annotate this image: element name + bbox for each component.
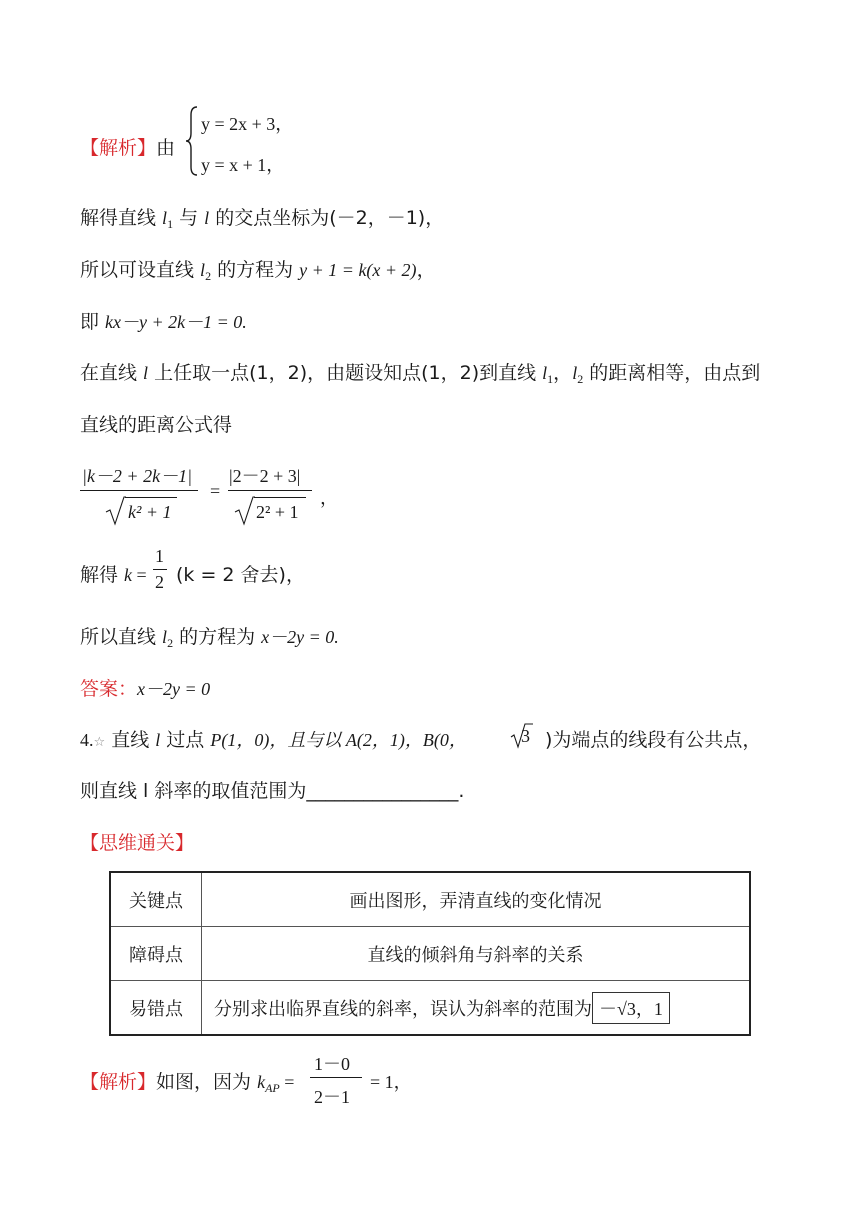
you-text: 由	[156, 137, 176, 159]
dist-den-right: 2² + 1	[256, 502, 299, 522]
answer-line: 答案：x－2y = 0	[80, 678, 211, 700]
sqrt3-value: 3	[521, 726, 530, 746]
table-key: 障碍点	[110, 927, 202, 981]
last-line-suffix: = 1，	[370, 1072, 412, 1092]
sqrt-left-icon	[104, 496, 126, 526]
table-key: 易错点	[110, 981, 202, 1036]
jiexi-label: 【解析】	[80, 137, 157, 159]
dist-tail: ，	[320, 488, 338, 508]
table-value: 直线的倾斜角与斜率的关系	[202, 927, 751, 981]
last-line-prefix: 【解析】如图，因为 $k_{AP}$ =	[80, 1071, 295, 1095]
siwei-label: 【思维通关】	[80, 832, 195, 854]
line-l2-equation: 所以可设直线 $l_2$ 的方程为 y + 1 = k(x + 2)，	[80, 259, 436, 283]
question-4-line2: 则直线 l 斜率的取值范围为________________.	[80, 780, 465, 802]
left-brace-icon	[183, 105, 201, 177]
table-row	[110, 981, 750, 1036]
dist-num-left: |k－2 + 2k－1|	[82, 466, 193, 486]
solve-k-suffix: (k = 2 舍去)，	[176, 564, 305, 586]
half-den: 2	[155, 572, 164, 592]
key-points-table	[109, 871, 751, 1036]
kap-den: 2－1	[314, 1087, 350, 1107]
table-key: 关键点	[110, 872, 202, 927]
star-icon: ☆	[93, 735, 106, 750]
frac-bar-right	[228, 490, 312, 491]
kap-num: 1－0	[314, 1054, 350, 1074]
system-eq2: y = x + 1，	[201, 155, 285, 175]
answer-blank[interactable]: ________________	[306, 780, 459, 802]
table-row	[110, 872, 750, 927]
dist-num-right: |2－2 + 3|	[229, 466, 301, 486]
system-eq1: y = 2x + 3，	[201, 114, 294, 134]
half-num: 1	[155, 546, 164, 566]
line-general-form: 即 kx－y + 2k－1 = 0.	[80, 311, 247, 333]
table-value: 画出图形，弄清直线的变化情况	[202, 872, 751, 927]
sqrt-right-icon	[233, 496, 255, 526]
dist-equals: =	[210, 481, 221, 501]
line-formula-intro: 直线的距离公式得	[80, 414, 233, 436]
question-4-tail: )为端点的线段有公共点，	[545, 729, 762, 751]
table-value: 分别求出临界直线的斜率，误认为斜率的范围为 －√3，1	[202, 981, 751, 1036]
line-pick-point: 在直线 l 上任取一点(1，2)，由题设知点(1，2)到直线 $l_1$，$l_2$ 的距离相等，由点到	[80, 362, 761, 386]
line-final-eq: 所以直线 $l_2$ 的方程为 x－2y = 0.	[80, 626, 339, 650]
solve-k-prefix: 解得 k =	[80, 564, 147, 586]
interval-bracket: －√3，1	[592, 992, 670, 1024]
dist-den-left: k² + 1	[128, 502, 172, 522]
table-row	[110, 927, 750, 981]
frac-bar-left	[80, 490, 198, 491]
line-intersection: 解得直线 $l_1$ 与 l 的交点坐标为(－2，－1)，	[80, 207, 445, 231]
question-4: 4.☆ 直线 l 过点 P(1，0)，且与以 A(2，1)，B(0，	[80, 729, 467, 751]
